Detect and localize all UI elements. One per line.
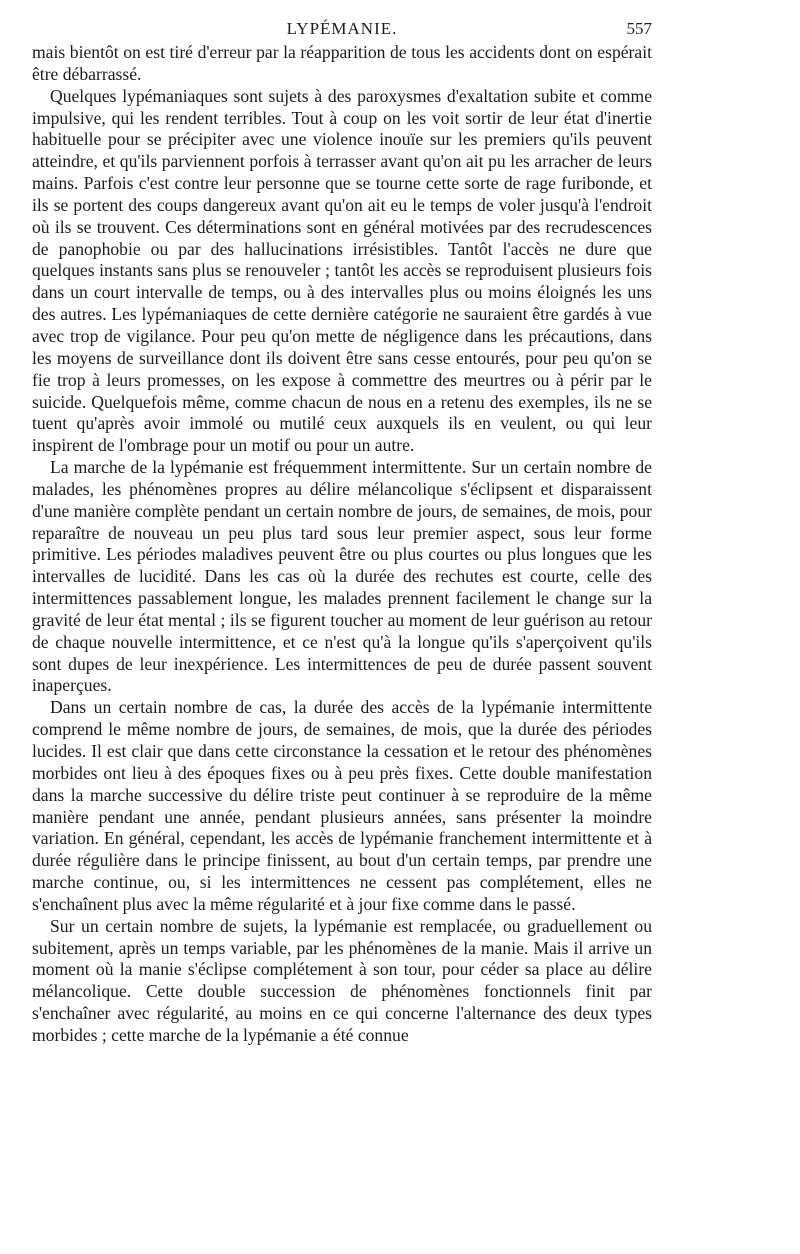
paragraph-regular-intervals: Dans un certain nombre de cas, la durée des accès de la lypémanie intermittente comprend le même nombre de jours, de semaines, de mois, que la durée des périodes lucides. Il est clair que dans cette circonstance la cessation et le retour des phénomènes morbides ont lieu à des époques fixes ou à peu près fixes. Cette double manifestation dans la marche successive du délire triste peut continuer à se reproduire de la même manière pendant une année, pendant plusieurs années, sans présenter la moindre variation. En général, cependant, les accès de lypémanie franchement intermittente et à durée régulière dans le principe finissent, au bout d'un certain temps, par prendre une marche continue, ou, si les intermittences ne cessent pas complétement, elles ne s'enchaînent plus avec la même régularité et à jour fixe comme dans le passé.	[32, 697, 652, 914]
page-number: 557	[626, 19, 652, 38]
running-header	[32, 18, 652, 40]
paragraph-continuation: mais bientôt on est tiré d'erreur par la réapparition de tous les accidents dont on espérait être débarrassé.	[32, 42, 652, 84]
book-page	[32, 18, 652, 1047]
paragraph-paroxysms: Quelques lypémaniaques sont sujets à des paroxysmes d'exaltation subite et comme impulsive, qui les rendent terribles. Tout à coup on les voit sortir de leur état d'inertie habituelle pour se précipiter avec une violence inouïe sur les premiers qu'ils peuvent atteindre, et qu'ils parviennent porfois à terrasser avant qu'on ait pu les arracher de leurs mains. Parfois c'est contre leur personne que se tourne cette sorte de rage furibonde, et ils se portent des coups dangereux avant qu'on ait eu le temps de voler jusqu'à l'endroit où ils se trouvent. Ces déterminations sont en général motivées par des recrudescences de panophobie ou par des hallucinations irrésistibles. Tantôt l'accès ne dure que quelques instants sans plus se renouveler ; tantôt les accès se reproduisent plusieurs fois dans un court intervalle de temps, ou à des intervalles plus ou moins éloignés les uns des autres. Les lypémaniaques de cette dernière catégorie ne sauraient être gardés à vue avec trop de vigilance. Pour peu qu'on mette de négligence dans les précautions, dans les moyens de surveillance dont ils doivent être sans cesse entourés, pour peu qu'on se fie trop à leurs promesses, on les expose à commettre des meurtres ou à périr par le suicide. Quelquefois même, comme chacun de nous en a retenu des exemples, ils ne se tuent qu'après avoir immolé ou mutilé ceux auxquels ils en veulent, ou qui leur inspirent de l'ombrage pour un motif ou pour un autre.	[32, 85, 652, 456]
running-title: LYPÉMANIE.	[286, 19, 398, 38]
body-text	[32, 42, 652, 1047]
paragraph-mania-alternation: Sur un certain nombre de sujets, la lypémanie est remplacée, ou graduellement ou subitement, après un temps variable, par les phénomènes de la manie. Mais il arrive un moment où la manie s'éclipse complétement à son tour, pour céder sa place au délire mélancolique. Cette double succession de phénomènes fonctionnels finit par s'enchaîner avec régularité, au moins en ce qui concerne l'alternance des deux types morbides ; cette marche de la lypémanie a été connue	[32, 915, 652, 1045]
paragraph-intermittent-course: La marche de la lypémanie est fréquemment intermittente. Sur un certain nombre de malades, les phénomènes propres au délire mélancolique s'éclipsent et disparaissent d'une manière complète pendant un certain nombre de jours, de semaines, de mois, pour reparaître de nouveau un peu plus tard sous leur premier aspect, sous leur forme primitive. Les périodes maladives peuvent être ou plus courtes ou plus longues que les intervalles de lucidité. Dans les cas où la durée des rechutes est courte, celle des intermittences passablement longue, les malades prennent facilement le change sur la gravité de leur état mental ; ils se figurent toucher au moment de leur guérison au retour de chaque nouvelle intermittence, et ce n'est qu'à la longue qu'ils s'aperçoivent qu'ils sont dupes de leur inexpérience. Les intermittences de peu de durée passent souvent inaperçues.	[32, 457, 652, 696]
